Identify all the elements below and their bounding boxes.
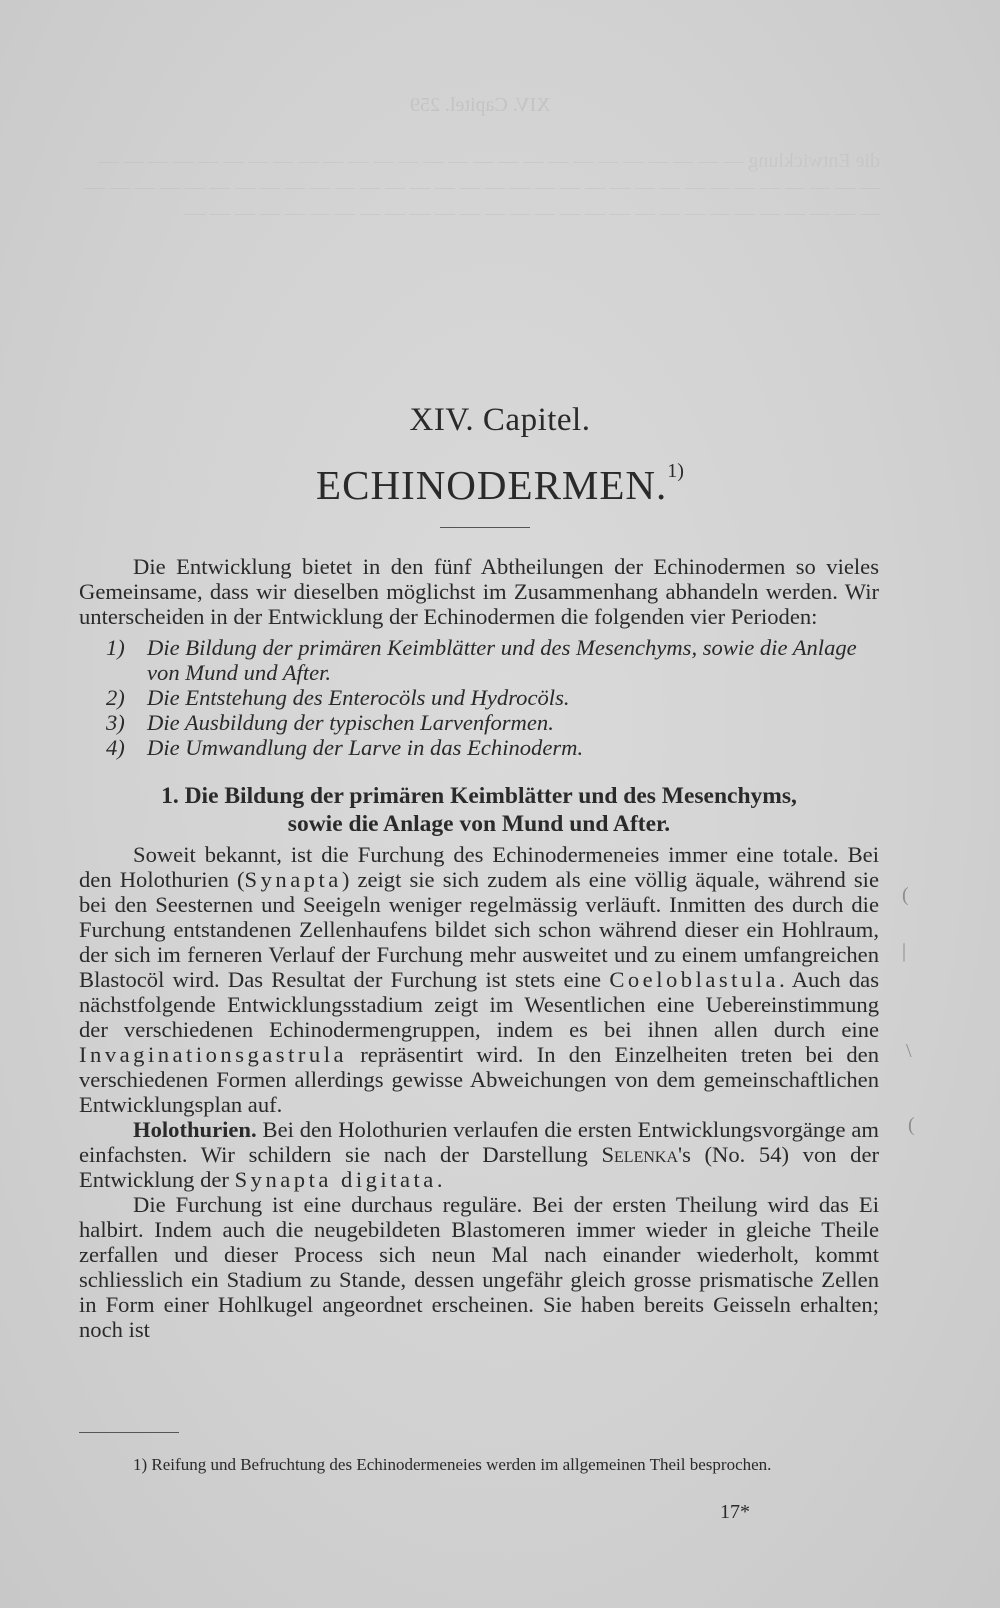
text-run: repräsentirt wird. In den Einzelheiten treten bei den verschiedenen Formen allerdings gewisse Abweichungen von dem gemeinschaftlichen Entwicklungsplan auf. (79, 1042, 879, 1117)
text-run: 's (No. 54) von der Entwicklung der (79, 1142, 879, 1192)
periods-list (79, 635, 879, 760)
list-item-text: Die Ausbildung der typischen Larvenformen. (147, 710, 554, 735)
list-item (79, 710, 879, 735)
cleavage-paragraph: Die Furchung ist eine durchaus reguläre. Bei der ersten Theilung wird das Ei halbirt. Indem auch die neugebildeten Blastomeren immer wieder in gleiche Theile zerfallen und dieser Process sich neun Mal nach einander wiederholt, kommt schliesslich ein Stadium zu Stande, dessen ungefähr gleich grosse prismatische Zellen in Form einer Hohlkugel angeordnet erscheinen. Sie haben bereits Geisseln erhalten; noch ist (79, 1192, 879, 1342)
margin-mark: \ (906, 1040, 912, 1062)
bleed-through-text: XIV. Capitel. 259 (410, 94, 551, 116)
spaced-term: Synapta digitata (234, 1167, 437, 1192)
list-item (79, 635, 879, 685)
list-item-text: Die Umwandlung der Larve in das Echinoderm. (147, 735, 584, 760)
margin-mark: ( (908, 1114, 915, 1136)
spaced-term: Invaginationsgastrula (79, 1042, 348, 1067)
text-run: ) zeigt sie sich zudem als eine völlig äquale, während sie bei den Seesternen und Seeigeln weniger regelmässig verläuft. Inmitten des durch die Furchung entstandenen Zellenhaufens bildet sich schon während dieser ein Hohlraum, der sich im ferneren Verlauf der Furchung mehr ausweitet und zu einem umfangreichen Blastocöl wird. Das Resultat der Furchung ist stets eine (79, 867, 879, 992)
text-run: . Auch das nächstfolgende Entwicklungsstadium zeigt im Wesentlichen eine Uebereinstimmung der verschiedenen Echinodermengruppen, indem es bei ihnen allen durch eine (79, 967, 879, 1042)
section-heading-line-2: sowie die Anlage von Mund und After. (287, 811, 671, 837)
chapter-title (0, 460, 1000, 509)
holothurien-paragraph (79, 1117, 879, 1192)
chapter-title-text: ECHINODERMEN. (316, 462, 668, 508)
title-footnote-mark: 1) (667, 460, 684, 482)
signature-mark: 17* (720, 1501, 750, 1523)
furchung-paragraph (79, 842, 879, 1117)
run-in-heading: Holothurien. (133, 1117, 257, 1142)
intro-paragraph: Die Entwicklung bietet in den fünf Abtheilungen der Echinodermen so vieles Gemeinsame, dass wir dieselben möglichst im Zusammenhang abhandeln werden. Wir unterscheiden in der Entwicklung der Echinodermen die folgenden vier Perioden: (79, 554, 879, 629)
section-heading (79, 782, 879, 838)
spaced-term: Synapta (244, 867, 342, 892)
list-item (79, 685, 879, 710)
list-item-text: Die Entstehung des Enterocöls und Hydrocöls. (147, 685, 570, 710)
margin-mark: ( (902, 884, 909, 906)
text-run: Soweit bekannt, ist die Furchung des Echinodermeneies immer eine totale. Bei den Holothurien ( (79, 842, 879, 892)
list-item-number: 3) (106, 710, 125, 735)
footnote-divider (79, 1432, 179, 1433)
list-item-number: 4) (106, 735, 125, 760)
list-item-number: 2) (106, 685, 125, 710)
bleed-through-text: die Entwicklung — — — — — — — — — — — — — — — — — — — — — — — — — — — — — — — — — — — — — — — — — — — — — — — — — — — — — — — — — — — — — — — — — — — — — — — — — — — — — — — — — — — — — — (85, 150, 880, 224)
footnote-text (79, 1455, 879, 1475)
spaced-term: Coeloblastula (609, 967, 780, 992)
title-divider (440, 527, 530, 528)
section-heading-line-1: 1. Die Bildung der primären Keimblätter und des Mesenchyms, (161, 783, 797, 809)
text-run: . (436, 1167, 443, 1192)
list-item-number: 1) (106, 635, 125, 660)
footnote-mark: 1) (133, 1455, 148, 1474)
main-text (79, 554, 879, 1342)
footnote-body: Reifung und Befruchtung des Echinodermeneies werden im allgemeinen Theil besprochen. (151, 1455, 772, 1474)
author-name: Selenka (601, 1142, 679, 1167)
chapter-number: XIV. Capitel. (409, 402, 591, 438)
list-item-text: Die Bildung der primären Keimblätter und des Mesenchyms, sowie die Anlage von Mund und After. (147, 635, 857, 685)
text-run: Bei den Holothurien verlaufen die ersten Entwicklungsvorgänge am einfachsten. Wir schildern sie nach der Darstellung (79, 1117, 879, 1167)
margin-mark: | (902, 940, 907, 962)
footnote (79, 1455, 879, 1475)
list-item (79, 735, 879, 760)
